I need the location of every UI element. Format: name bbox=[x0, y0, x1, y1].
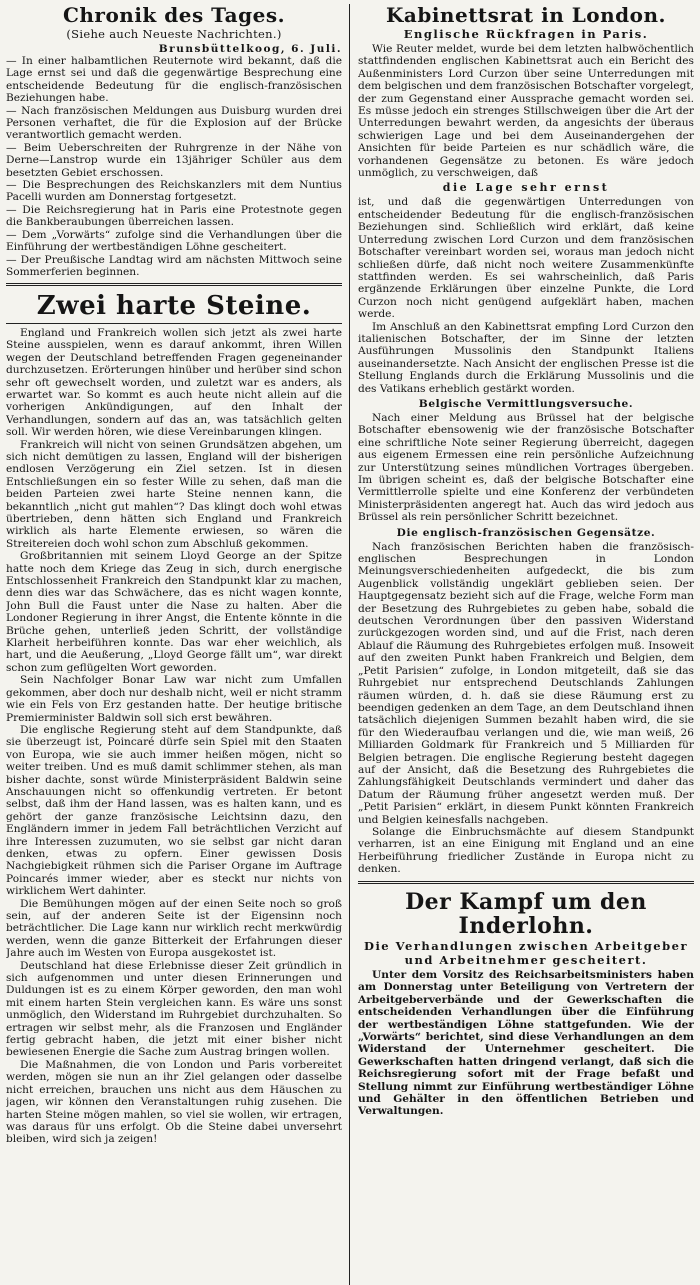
chronik-dateline: Brunsbüttelkoog, 6. Juli. bbox=[158, 43, 342, 55]
left-column bbox=[6, 4, 342, 1285]
chronik-item: — Der Preußische Landtag wird am nächsten Mittwoch seine Sommerferien beginnen. bbox=[6, 253, 342, 278]
steine-article bbox=[6, 292, 342, 1145]
article-paragraph: Nach einer Meldung aus Brüssel hat der belgische Botschafter ebensowenig wie der französische Botschafter eine schriftliche Note seiner Regierung überreicht, dagegen aus eigenem Ermessen eine rein persönliche Aufzeichnung zur Unterstützung seines mündlichen Vortrages übergeben. Im übrigen scheint es, daß der belgische Botschafter eine Vermittlerrolle spielte und eine Konferenz der verbündeten Ministerpräsidenten angeregt hat. Auch das wird jedoch aus Brüssel als rein persönlicher Schritt bezeichnet. bbox=[358, 411, 694, 524]
article-paragraph: Deutschland hat diese Erlebnisse dieser Zeit gründlich in sich aufgenommen und unter diesen Erinnerungen und Duldungen ist es zu einem Körper geworden, den man wohl mit einem harten Stein vergleichen kann. Es wäre uns sonst unmöglich, den Widerstand im Ruhrgebiet durchzuhalten. So ertragen wir selbst mehr, als die Franzosen und Engländer fertig gebracht haben, die jetzt mit einer bisher nicht bewiesenen Energie die Sache zum Austrag bringen wollen. bbox=[6, 959, 342, 1059]
chronik-item: — Nach französischen Meldungen aus Duisburg wurden drei Personen verhaftet, die für die Explosion auf der Brücke verantwortlich gemacht werden. bbox=[6, 104, 342, 142]
chronik-item: — Dem „Vorwärts“ zufolge sind die Verhandlungen über die Einführung der wertbeständigen Löhne gescheitert. bbox=[6, 228, 342, 254]
subheading-gegensaetze: Die englisch-französischen Gegensätze. bbox=[396, 526, 656, 539]
article-paragraph: Die Bemühungen mögen auf der einen Seite noch so groß sein, auf der anderen Seite ist der Eigensinn noch beträchtlicher. Die Lage kann nur wirklich recht merkwürdig werden, wenn die ganze Bitterkeit der Erfahrungen dieser Jahre auch im Westen von Europa ausgekostet ist. bbox=[6, 897, 342, 960]
chronik-item: — In einer halbamtlichen Reuternote wird bekannt, daß die Lage ernst sei und daß die gegenwärtige Besprechung eine entscheidende Bedeutung für die englisch-französischen Beziehungen habe. bbox=[6, 55, 342, 105]
article-paragraph: Die englische Regierung steht auf dem Standpunkte, daß sie überzeugt ist, Poincaré dürfe sein Spiel mit den Staaten von Europa, wie sie auch immer heißen mögen, nicht so weiter treiben. Und es muß damit schlimmer stehen, als man bisher dachte, sonst würde Ministerpräsident Baldwin seine Anschauungen nicht so offenkundig vertreten. Er betont selbst, daß ihm der Hand lassen, was es halten kann, und es gehört der ganze französische Leichtsinn dazu, den Engländern immer in jedem Fall beträchtlichen Verzicht auf ihre Interessen zuzumuten, wo sie selbst gar nicht daran denken, etwas zu opfern. Einer gewissen Dosis Nachgiebigkeit rühmen sich die Pariser Organe im Auftrage Poincarés immer wieder, aber es steckt nur nichts von wirklichem Wert dahinter. bbox=[6, 723, 342, 898]
article-paragraph: England und Frankreich wollen sich jetzt als zwei harte Steine ausspielen, wenn es darauf ankommt, ihren Willen wegen der Deutschland betreffenden Fragen gegeneinander durchzusetzen. Erörterungen hinüber und herüber sind schon sehr oft gewechselt worden, und zuletzt war es anders, als erwartet war. So kommt es auch heute nicht allein auf die vorherigen Ankündigungen, auf den Inhalt der Verhandlungen, sondern auf das an, was tatsächlich gelten soll. Wir werden hören, wie diese Vereinbarungen klingen. bbox=[6, 326, 342, 439]
chronik-item: — Die Besprechungen des Reichskanzlers mit dem Nuntius Pacelli wurden am Donnerstag fortgesetzt. bbox=[6, 179, 342, 204]
article-paragraph: Großbritannien mit seinem Lloyd George an der Spitze hatte noch dem Kriege das Zeug in sich, durch energische Entschlossenheit Frankreich den Standpunkt klar zu machen, denn dies war das Schwächere, das es nicht wagen konnte, John Bull die Faust unter die Nase zu halten. Aber die Londoner Regierung in ihrer Angst, die Entente könnte in die Brüche gehen, unterließ jeden Schritt, der vollständige Klarheit herbeiführen konnte. Das war eher weichlich, als hart, und die Aeußerung, „Lloyd George fällt um“, war direkt schon zum geflügelten Wort geworden. bbox=[6, 550, 342, 674]
article-paragraph: Wie Reuter meldet, wurde bei dem letzten halbwöchentlich stattfindenden englischen Kabinettsrat auch ein Bericht des Außenministers Lord Curzon über seine Unterredungen mit dem belgischen und dem französischen Botschafter vorgelegt, der zum Gegenstand einer Aussprache gemacht worden sei. Es müsse jedoch ein strenges Stillschweigen über die Art der Unterredungen bewahrt werden, da angesichts der überaus schwierigen Lage und bei dem Auseinandergehen der Ansichten für beide Parteien es nur schädlich wäre, die vorhandenen Gegensätze zu betonen. Es wäre jedoch unmöglich, zu verschweigen, daß bbox=[358, 43, 694, 180]
chronik-section bbox=[6, 4, 342, 278]
subheading-belgische: Belgische Vermittlungsversuche. bbox=[418, 397, 634, 410]
inderlohn-article bbox=[358, 890, 694, 1118]
steine-title: Zwei harte Steine. bbox=[36, 291, 312, 322]
article-paragraph: Unter dem Vorsitz des Reichsarbeitsministers haben am Donnerstag unter Beteiligung von Vertretern der Arbeitgeberverbände und der Gewerkschaften die entscheidenden Verhandlungen über die Einführung der wertbeständigen Löhne stattgefunden. Wie der „Vorwärts“ berichtet, sind diese Verhandlungen an dem Widerstand der Unternehmer gescheitert. Die Gewerkschaften hatten dringend verlangt, daß sich die Reichsregierung sofort mit der Frage befaßt und Stellung nimmt zur Einführung wertbeständiger Löhne und Gehälter in den öffentlichen Betrieben und Verwaltungen. bbox=[358, 968, 694, 1118]
article-paragraph: ist, und daß die gegenwärtigen Unterredungen von entscheidender Bedeutung für die englisch-französischen Beziehungen sind. Schließlich wird erklärt, daß keine Unterredung zwischen Lord Curzon und dem französischen Botschafter vereinbart worden sei, woraus man jedoch nicht schließen dürfe, daß nicht noch weitere Zusammenkünfte stattfinden werden. Es sei wahrscheinlich, daß Paris ergänzende Erklärungen über einzelne Punkte, die Lord Curzon noch nicht genügend aufgeklärt haben, machen werde. bbox=[358, 196, 694, 321]
article-paragraph: Im Anschluß an den Kabinettsrat empfing Lord Curzon den italienischen Botschafter, der im Sinne der letzten Ausführungen Mussolinis den Standpunkt Italiens auseinandersetzte. Nach Ansicht der englischen Presse ist die Stellung Englands durch die Erklärung Mussolinis und die des Vatikans erheblich gestärkt worden. bbox=[358, 320, 694, 395]
section-divider bbox=[6, 283, 342, 286]
inderlohn-title: Der Kampf um den Inderlohn. bbox=[405, 888, 647, 939]
column-rule bbox=[349, 4, 350, 1285]
article-paragraph: Nach französischen Berichten haben die französisch-englischen Besprechungen in London Meinungsverschiedenheiten aufgedeckt, die bis zum Augenblick vollständig ungeklärt geblieben seien. Der Hauptgegensatz bezieht sich auf die Frage, welche Form man der Besetzung des Ruhrgebietes zu geben habe, sobald die deutschen Verordnungen über den passiven Widerstand zurückgezogen worden sind, und auf die Frist, nach deren Ablauf die Räumung des Ruhrgebietes erfolgen muß. Insoweit auf den zweiten Punkt haben Frankreich und Belgien, dem „Petit Parisien“ zufolge, in London mitgeteilt, daß sie das Ruhrgebiet nur entsprechend Deutschlands Zahlungen räumen würden, d. h. daß sie diese Räumung erst zu beendigen gedenken an dem Tage, an dem Deutschland ihnen tatsächlich diejenigen Summen bezahlt haben wird, die sie für den Wiederaufbau verlangen und die, wie man weiß, 26 Milliarden Goldmark für Frankreich und 5 Milliarden für Belgien betragen. Die englische Regierung besteht dagegen auf der Ansicht, daß die Besetzung des Ruhrgebietes die Zahlungsfähigkeit Deutschlands vermindert und daher das Datum der Räumung früher angesetzt werden muß. Der „Petit Parisien“ erklärt, in diesem Punkt könnten Frankreich und Belgien keinesfalls nachgeben. bbox=[358, 540, 694, 826]
article-paragraph: Frankreich will nicht von seinen Grundsätzen abgehen, um sich nicht demütigen zu lassen, England will der bisherigen endlosen Verzögerung ein Ziel setzen. Ist in diesen Entschließungen ein so fester Wille zu sehen, daß man die beiden Parteien zwei harte Steine nennen kann, die bekanntlich „nicht gut mahlen“? Das klingt doch wohl etwas übertrieben, denn hätten sich England und Frankreich wirklich als harte Elemente erwiesen, so wären die Streitereien doch wohl schon zum Abschluß gekommen. bbox=[6, 438, 342, 550]
section-divider bbox=[358, 881, 694, 884]
emphasis-line: die Lage sehr ernst bbox=[442, 181, 610, 195]
kabinettsrat-subtitle: Englische Rückfragen in Paris. bbox=[403, 27, 649, 41]
inderlohn-subtitle: Die Verhandlungen zwischen Arbeitgeber und Arbeitnehmer gescheitert. bbox=[363, 938, 689, 967]
chronik-item: — Beim Ueberschreiten der Ruhrgrenze in der Nähe von Derne—Lanstrop wurde ein 13jähriger Schüler aus dem besetzten Gebiet erschossen. bbox=[6, 141, 342, 179]
chronik-title: Chronik des Tages. bbox=[62, 4, 286, 27]
article-paragraph: Solange die Einbruchsmächte auf diesem Standpunkt verharren, ist an eine Einigung mit England und an eine Herbeiführung friedlicher Zustände in Europa nicht zu denken. bbox=[358, 825, 694, 876]
right-column bbox=[358, 4, 694, 1285]
chronik-subtitle: (Siehe auch Neueste Nachrichten.) bbox=[66, 27, 282, 41]
article-paragraph: Sein Nachfolger Bonar Law war nicht zum Umfallen gekommen, aber doch nur deshalb nicht, weil er nicht stramm wie ein Fels von Erz gestanden hatte. Der heutige britische Premierminister Baldwin soll sich erst bewähren. bbox=[6, 674, 342, 724]
chronik-item: — Die Reichsregierung hat in Paris eine Protestnote gegen die Bankberaubungen überreichen lassen. bbox=[6, 203, 342, 229]
article-paragraph: Die Maßnahmen, die von London und Paris vorbereitet werden, mögen sie nun an ihr Ziel gelangen oder dasselbe nicht erreichen, brauchen uns nicht aus dem Häuschen zu jagen, wir können den Veranstaltungen ruhig zusehen. Die harten Steine mögen mahlen, so viel sie wollen, wir ertragen, was daraus für uns erfolgt. Ob die Steine dabei unversehrt bleiben, wird sich ja zeigen! bbox=[6, 1058, 342, 1146]
kabinettsrat-title: Kabinettsrat in London. bbox=[386, 4, 666, 27]
kabinettsrat-article bbox=[358, 4, 694, 876]
title-rule bbox=[6, 323, 342, 324]
